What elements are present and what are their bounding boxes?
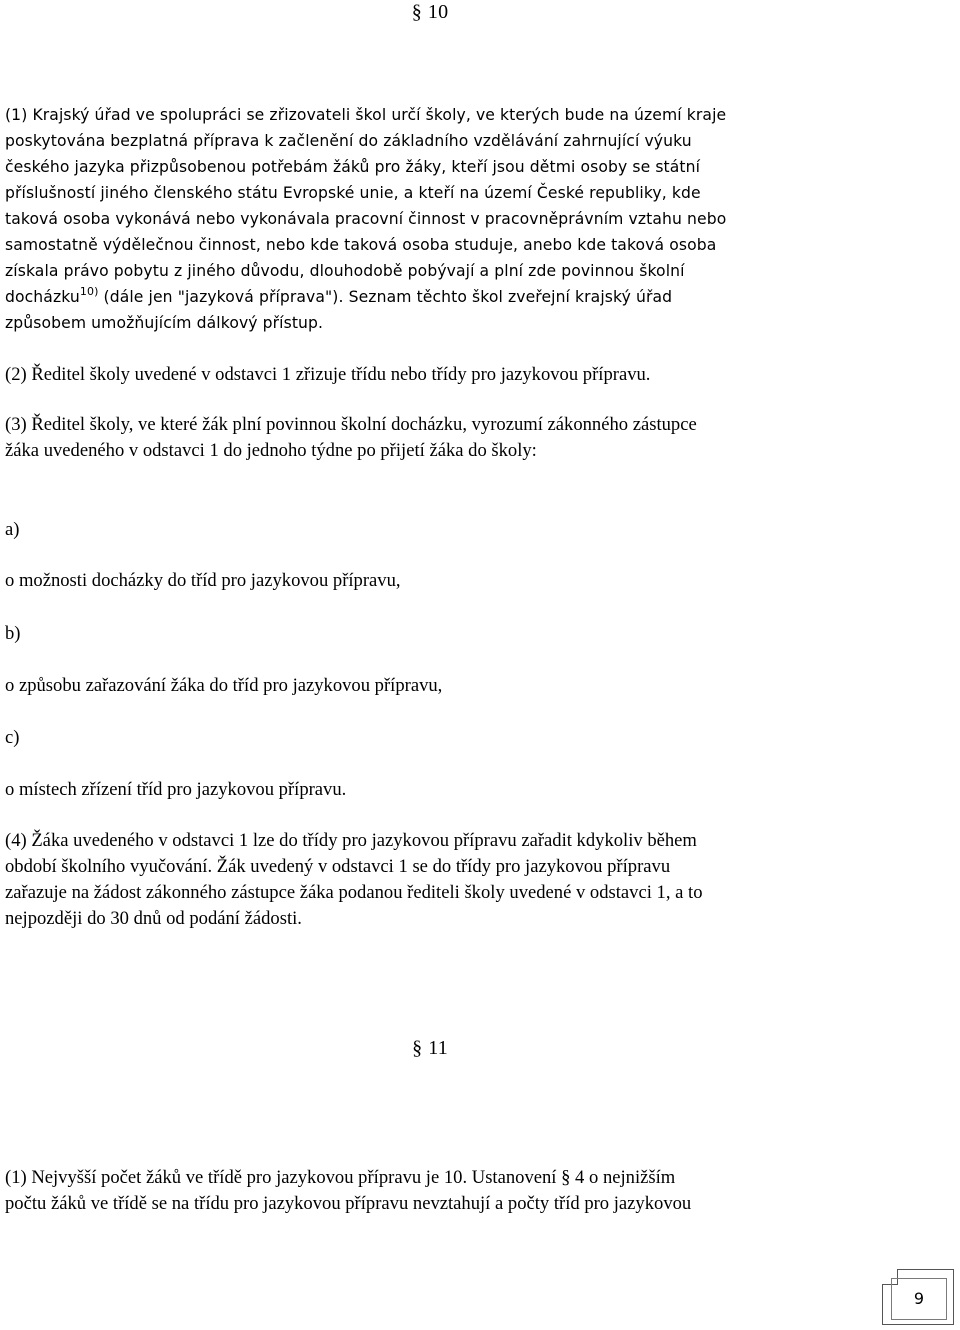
list-item-text: o způsobu zařazování žáka do tříd pro jazykovou přípravu, [5, 675, 443, 696]
list-item-letter: a) [5, 519, 20, 540]
list-item-letter: b) [5, 623, 21, 644]
paragraph-line: (2) Ředitel školy uvedené v odstavci 1 zřizuje třídu nebo třídy pro jazykovou přípravu. [5, 364, 651, 385]
paragraph-line [5, 1165, 855, 1191]
paragraph-line: období školního vyučování. Žák uvedený v odstavci 1 se do třídy pro jazykovou přípravu [5, 856, 671, 877]
footnote-reference[interactable]: 10) [79, 285, 99, 298]
paragraph-text: 4 o nejnižším [570, 1167, 676, 1188]
paragraph-line: nejpozději do 30 dnů od podání žádosti. [5, 908, 302, 929]
section-symbol: § [561, 1167, 571, 1188]
paragraph-1 [5, 102, 855, 336]
paragraph-line: získala právo pobytu z jiného důvodu, dlouhodobě pobývají a plní zde povinnou školní [5, 262, 685, 280]
paragraph-line: (4) Žáka uvedeného v odstavci 1 lze do třídy pro jazykovou přípravu zařadit kdykoliv během [5, 830, 697, 851]
paragraph-2 [5, 362, 855, 388]
paragraph-line: počtu žáků ve třídě se na třídu pro jazykovou přípravu nevztahují a počty tříd pro jazykovou [5, 1193, 692, 1214]
list-item-text: o místech zřízení tříd pro jazykovou přípravu. [5, 779, 347, 800]
paragraph-3 [5, 412, 855, 464]
paragraph-line: taková osoba vykonává nebo vykonávala pracovní činnost v pracovněprávním vztahu nebo [5, 210, 727, 228]
paragraph-line: českého jazyka přizpůsobenou potřebám žáků pro žáky, kteří jsou dětmi osoby se státní [5, 158, 701, 176]
paragraph-line: poskytována bezplatná příprava k začlenění do základního vzdělávání zahrnující výuku [5, 132, 692, 150]
paragraph-4 [5, 828, 855, 932]
section-heading-11 [0, 1036, 860, 1060]
list-item-letter: c) [5, 727, 20, 748]
list-item-text: o možnosti docházky do tříd pro jazykovou přípravu, [5, 570, 401, 591]
paragraph-line: způsobem umožňujícím dálkový přístup. [5, 314, 324, 332]
section-symbol: § [411, 1, 422, 23]
paragraph-line: zařazuje na žádost zákonného zástupce žáka podanou řediteli školy uvedené v odstavci 1, a to [5, 882, 703, 903]
paragraph-text: (dále jen "jazyková příprava"). Seznam těchto škol zveřejní krajský úřad [98, 288, 673, 306]
paragraph-line: příslušností jiného členského státu Evropské unie, a kteří na území České republiky, kde [5, 184, 701, 202]
page-number: 9 [891, 1278, 947, 1320]
page-number-box [882, 1269, 954, 1325]
section-symbol: § [412, 1037, 423, 1059]
section-heading-10 [0, 0, 860, 24]
section-number: 11 [428, 1037, 448, 1059]
section-number: 10 [427, 1, 449, 23]
paragraph-5 [5, 1165, 855, 1217]
paragraph-text: docházku [5, 288, 80, 306]
paragraph-line [5, 284, 855, 310]
paragraph-line: (1) Krajský úřad ve spolupráci se zřizovateli škol určí školy, ve kterých bude na území kraje [5, 106, 727, 124]
paragraph-line: (3) Ředitel školy, ve které žák plní povinnou školní docházku, vyrozumí zákonného zástupce [5, 414, 697, 435]
paragraph-text: (1) Nejvyšší počet žáků ve třídě pro jazykovou přípravu je 10. Ustanovení [5, 1167, 562, 1188]
paragraph-line: žáka uvedeného v odstavci 1 do jednoho týdne po přijetí žáka do školy: [5, 440, 537, 461]
paragraph-line: samostatně výdělečnou činnost, nebo kde taková osoba studuje, anebo kde taková osoba [5, 236, 717, 254]
